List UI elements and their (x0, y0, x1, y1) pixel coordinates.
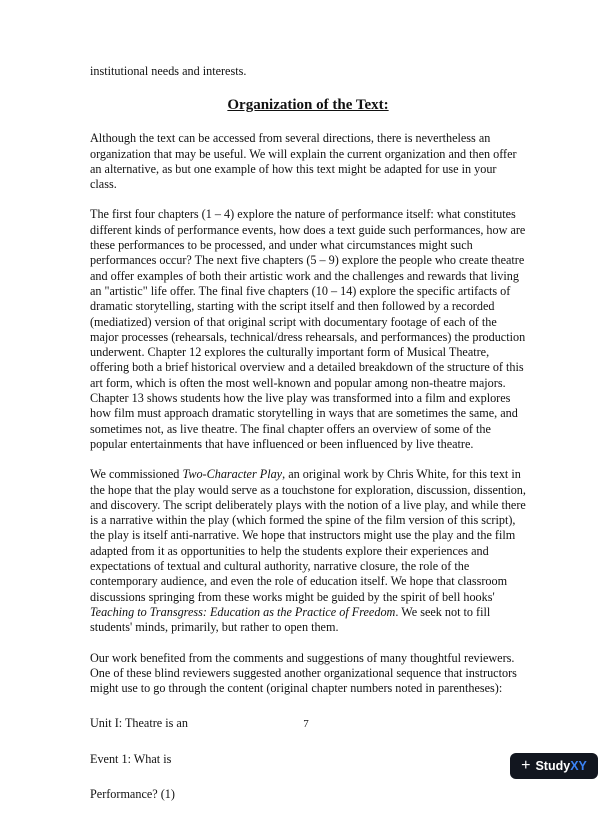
brand-accent: XY (570, 759, 587, 773)
outline-line: Event 1: What is (90, 751, 172, 766)
paragraph-commission-text: We commissioned (90, 467, 183, 482)
plus-icon: + (521, 757, 531, 774)
paragraph-commission-text: . We seek not to fill students' minds, primarily, but rather to open them. (90, 604, 491, 635)
outline-line: Performance? (1) (90, 786, 175, 801)
paragraph-chapters: The first four chapters (1 – 4) explore the nature of performance itself: what constitutes different kinds of performance events, how does a text guide such performances, how are these performances to be processed, and under what circumstances might such performances occur? The next five chapters (5 – 9) explore the people who create theatre and offer examples of both their artistic work and the challenges and rewards that living an "artistic" life offer. The final five chapters (10 – 14) explore the specific artifacts of dramatic storytelling, starting with the script itself and then followed by a recorded (mediatized) version of that original script with documentary footage of each of the major processes (rehearsals, technical/dress rehearsals, and performances) the production underwent. Chapter 12 explores the culturally important form of Musical Theatre, offering both a brief historical overview and a detailed breakdown of the structure of this art form, which is often the most well-known and popular among non-theatre majors. Chapter 13 shows students how the live play was transformed into a film and explores how film must approach dramatic storytelling in ways that are sometimes the same, and sometimes not, as live theatre. The final chapter offers an overview of some of the popular entertainments that have influenced or been influenced by live theatre. (90, 207, 526, 451)
brand-main: Study (535, 759, 571, 773)
section-title: Organization of the Text: (227, 97, 389, 114)
paragraph-intro: Although the text can be accessed from several directions, there is nevertheless an organization that may be useful. We will explain the current organization and then offer an alternative, as but one example of how this text might be adapted for use in your class. (90, 131, 517, 192)
brand-logo (535, 759, 586, 773)
play-title: Two-Character Play (182, 467, 283, 482)
opening-line: institutional needs and interests. (90, 64, 247, 78)
outline-line: Unit I: Theatre is an (90, 716, 188, 731)
paragraph-commission (90, 467, 526, 635)
paragraph-reviewers: Our work benefited from the comments and suggestions of many thoughtful reviewers. One of these blind reviewers suggested another organizational sequence that instructors might use to go through the content (original chapter numbers noted in parentheses): (90, 650, 517, 696)
page-number: 7 (303, 718, 309, 730)
studyxy-badge[interactable] (510, 753, 598, 779)
book-title: Teaching to Transgress: Education as the Practice of Freedom (90, 604, 396, 619)
paragraph-commission-text: , an original work by Chris White, for this text in the hope that the play would serve as a touchstone for exploration, discussion, dissention, and discovery. The script deliberately plays with the notion of a live play, and while there is a narrative within the play (which formed the spine of the film version of this script), the play is itself anti-narrative. We hope that instructors might use the play and the film adapted from it as opportunities to help the students explore their experiences and expectations of textual and cultural authority, narrative closure, the role of the contemporary audience, and even the role of education itself. We hope that classroom discussions springing from these works might be guided by the spirit of bell hooks' (90, 467, 526, 604)
document-body (90, 64, 526, 817)
